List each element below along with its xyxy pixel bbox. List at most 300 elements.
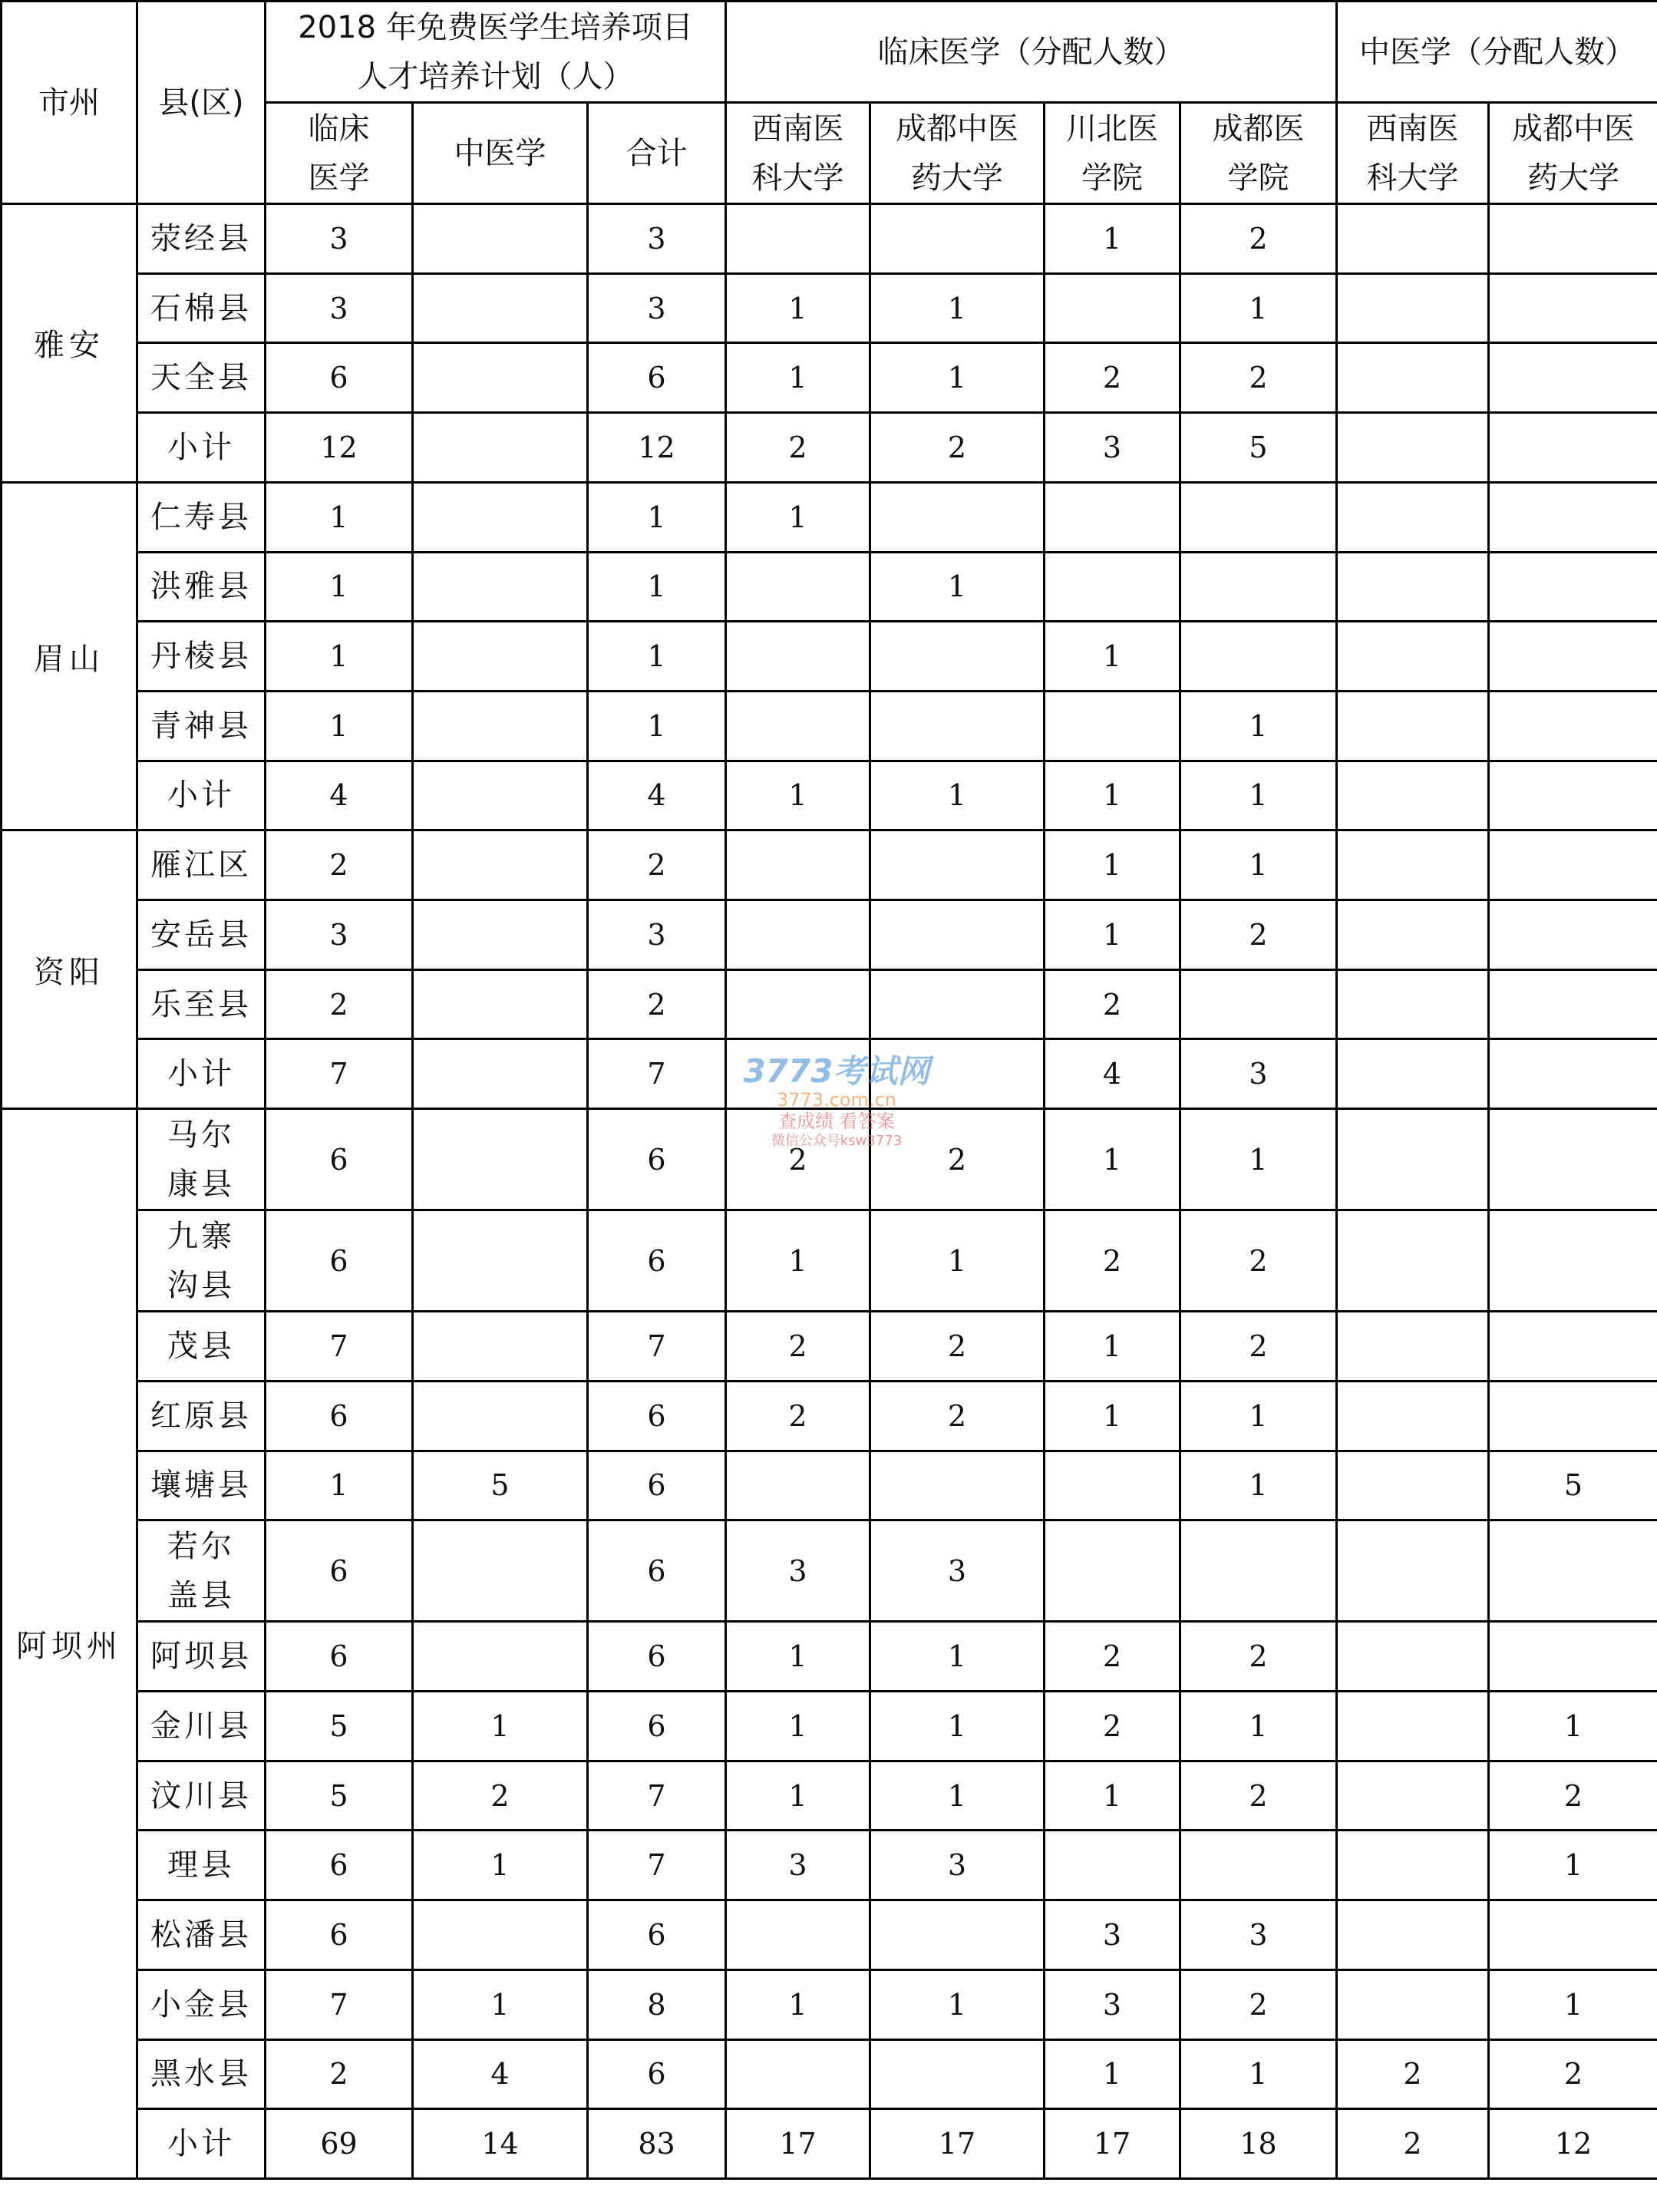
value-clinical-cdutcm (870, 969, 1045, 1039)
value-clinical-swmu: 3 (726, 1831, 870, 1900)
value-clinical-nsmc: 1 (1045, 1381, 1180, 1451)
value-plan-clinical: 7 (266, 1969, 413, 2039)
value-plan-clinical: 6 (266, 343, 413, 413)
value-plan-total: 4 (588, 761, 726, 830)
value-clinical-cdutcm: 1 (870, 343, 1045, 413)
value-clinical-nsmc: 2 (1045, 343, 1180, 413)
table-row (2, 830, 1657, 900)
value-tcm-cdutcm (1489, 482, 1657, 552)
value-plan-total: 6 (588, 2039, 726, 2109)
value-clinical-nsmc: 1 (1045, 622, 1180, 692)
value-plan-total: 2 (588, 969, 726, 1039)
value-tcm-swmu (1337, 1969, 1489, 2039)
value-clinical-cmc: 3 (1180, 1900, 1337, 1970)
value-plan-clinical: 2 (266, 2039, 413, 2109)
county-cell: 仁寿县 (137, 482, 266, 552)
county-cell: 洪雅县 (137, 552, 266, 622)
value-clinical-cdutcm: 17 (870, 2109, 1045, 2179)
value-plan-clinical: 2 (266, 830, 413, 900)
value-plan-tcm (413, 900, 588, 970)
value-plan-clinical: 6 (266, 1381, 413, 1451)
city-cell: 眉山 (2, 482, 137, 830)
value-clinical-cdutcm: 1 (870, 1210, 1045, 1312)
county-cell: 理县 (137, 1831, 266, 1900)
value-clinical-nsmc: 17 (1045, 2109, 1180, 2179)
value-plan-clinical: 1 (266, 622, 413, 692)
value-tcm-swmu (1337, 1622, 1489, 1692)
value-plan-total: 6 (588, 1900, 726, 1970)
value-clinical-cmc: 1 (1180, 273, 1337, 343)
header-plan-group: 2018 年免费医学生培养项目 人才培养计划（人） (266, 2, 726, 103)
value-plan-clinical: 7 (266, 1039, 413, 1109)
value-tcm-swmu (1337, 1692, 1489, 1761)
value-tcm-swmu (1337, 204, 1489, 274)
county-cell: 黑水县 (137, 2039, 266, 2109)
county-cell: 天全县 (137, 343, 266, 413)
value-plan-total: 6 (588, 1451, 726, 1520)
value-clinical-cdutcm (870, 1900, 1045, 1970)
value-plan-total: 1 (588, 691, 726, 761)
value-plan-tcm (413, 1520, 588, 1622)
value-tcm-cdutcm: 12 (1489, 2109, 1657, 2179)
subtotal-row (2, 413, 1657, 483)
value-tcm-swmu (1337, 482, 1489, 552)
county-cell: 雁江区 (137, 830, 266, 900)
table-row (2, 1520, 1657, 1622)
value-tcm-cdutcm (1489, 830, 1657, 900)
value-tcm-cdutcm: 1 (1489, 1831, 1657, 1900)
value-clinical-cmc: 2 (1180, 1969, 1337, 2039)
value-clinical-nsmc: 4 (1045, 1039, 1180, 1109)
value-plan-clinical: 1 (266, 552, 413, 622)
value-plan-tcm (413, 761, 588, 830)
value-clinical-swmu (726, 622, 870, 692)
value-plan-tcm: 1 (413, 1692, 588, 1761)
value-tcm-cdutcm: 1 (1489, 1692, 1657, 1761)
value-clinical-cdutcm: 1 (870, 1692, 1045, 1761)
value-plan-tcm: 14 (413, 2109, 588, 2179)
value-clinical-cdutcm (870, 204, 1045, 274)
value-plan-tcm (413, 552, 588, 622)
county-cell: 汶川县 (137, 1761, 266, 1831)
header-tcm-cdutcm: 成都中医 药大学 (1489, 103, 1657, 204)
value-clinical-swmu: 1 (726, 482, 870, 552)
value-clinical-cmc: 2 (1180, 204, 1337, 274)
value-tcm-swmu (1337, 413, 1489, 483)
value-tcm-swmu (1337, 552, 1489, 622)
value-tcm-cdutcm (1489, 343, 1657, 413)
value-tcm-cdutcm: 2 (1489, 2039, 1657, 2109)
watermark-logo: 3773考试网 (743, 1052, 930, 1090)
value-tcm-swmu (1337, 1312, 1489, 1382)
value-clinical-swmu (726, 900, 870, 970)
value-clinical-swmu (726, 204, 870, 274)
header-clinical-cmc: 成都医 学院 (1180, 103, 1337, 204)
value-clinical-cdutcm: 1 (870, 1969, 1045, 2039)
value-clinical-nsmc: 1 (1045, 900, 1180, 970)
value-tcm-cdutcm (1489, 204, 1657, 274)
value-clinical-nsmc (1045, 691, 1180, 761)
value-plan-tcm (413, 204, 588, 274)
value-clinical-swmu: 3 (726, 1520, 870, 1622)
value-clinical-swmu: 2 (726, 1381, 870, 1451)
header-plan-clinical: 临床 医学 (266, 103, 413, 204)
value-tcm-swmu (1337, 691, 1489, 761)
value-tcm-cdutcm: 5 (1489, 1451, 1657, 1520)
value-tcm-swmu (1337, 1761, 1489, 1831)
value-tcm-cdutcm (1489, 552, 1657, 622)
header-clinical-group: 临床医学（分配人数） (726, 2, 1337, 103)
value-clinical-swmu: 1 (726, 343, 870, 413)
value-plan-clinical: 6 (266, 1210, 413, 1312)
value-clinical-swmu: 1 (726, 1692, 870, 1761)
value-clinical-nsmc: 2 (1045, 1622, 1180, 1692)
value-clinical-cmc: 3 (1180, 1039, 1337, 1109)
value-plan-total: 7 (588, 1312, 726, 1382)
value-clinical-nsmc: 1 (1045, 761, 1180, 830)
value-clinical-cmc (1180, 482, 1337, 552)
value-plan-tcm: 5 (413, 1451, 588, 1520)
value-plan-total: 6 (588, 1692, 726, 1761)
county-cell: 九寨 沟县 (137, 1210, 266, 1312)
value-clinical-cdutcm: 1 (870, 1761, 1045, 1831)
value-clinical-swmu: 1 (726, 1969, 870, 2039)
value-plan-tcm (413, 1039, 588, 1109)
value-clinical-cmc: 5 (1180, 413, 1337, 483)
value-clinical-swmu (726, 1039, 870, 1109)
value-plan-total: 6 (588, 1109, 726, 1210)
city-cell: 阿坝州 (2, 1109, 137, 2179)
value-plan-total: 6 (588, 1381, 726, 1451)
value-tcm-cdutcm (1489, 761, 1657, 830)
value-clinical-cmc (1180, 552, 1337, 622)
subtotal-row (2, 761, 1657, 830)
value-tcm-swmu (1337, 1520, 1489, 1622)
value-clinical-cmc: 1 (1180, 1692, 1337, 1761)
value-clinical-swmu (726, 830, 870, 900)
value-plan-tcm (413, 482, 588, 552)
value-plan-tcm (413, 1900, 588, 1970)
value-tcm-cdutcm: 2 (1489, 1761, 1657, 1831)
value-plan-tcm (413, 413, 588, 483)
value-clinical-cmc (1180, 969, 1337, 1039)
value-plan-total: 3 (588, 204, 726, 274)
value-tcm-swmu (1337, 830, 1489, 900)
value-clinical-cmc: 2 (1180, 900, 1337, 970)
value-plan-total: 2 (588, 830, 726, 900)
county-cell: 茂县 (137, 1312, 266, 1382)
value-clinical-cdutcm: 2 (870, 413, 1045, 483)
value-plan-clinical: 6 (266, 1109, 413, 1210)
value-clinical-swmu: 1 (726, 1761, 870, 1831)
value-clinical-cdutcm (870, 830, 1045, 900)
value-tcm-cdutcm: 1 (1489, 1969, 1657, 2039)
value-tcm-swmu (1337, 900, 1489, 970)
value-tcm-swmu (1337, 1451, 1489, 1520)
value-plan-total: 7 (588, 1039, 726, 1109)
value-clinical-cmc: 2 (1180, 1761, 1337, 1831)
value-tcm-cdutcm (1489, 1312, 1657, 1382)
county-cell: 小计 (137, 761, 266, 830)
value-clinical-cdutcm: 2 (870, 1381, 1045, 1451)
county-cell: 壤塘县 (137, 1451, 266, 1520)
header-plan-tcm: 中医学 (413, 103, 588, 204)
value-plan-total: 1 (588, 622, 726, 692)
value-clinical-nsmc: 1 (1045, 1312, 1180, 1382)
header-clinical-cdutcm: 成都中医 药大学 (870, 103, 1045, 204)
value-plan-tcm: 4 (413, 2039, 588, 2109)
value-clinical-cdutcm: 1 (870, 273, 1045, 343)
value-clinical-cmc: 1 (1180, 1381, 1337, 1451)
table-row (2, 343, 1657, 413)
value-clinical-cdutcm (870, 482, 1045, 552)
county-cell: 小金县 (137, 1969, 266, 2039)
value-plan-tcm: 1 (413, 1969, 588, 2039)
value-clinical-nsmc: 1 (1045, 1761, 1180, 1831)
county-cell: 马尔 康县 (137, 1109, 266, 1210)
value-clinical-cdutcm: 2 (870, 1312, 1045, 1382)
value-plan-total: 3 (588, 900, 726, 970)
value-clinical-cmc: 1 (1180, 761, 1337, 830)
value-clinical-nsmc (1045, 1831, 1180, 1900)
table-row (2, 482, 1657, 552)
value-clinical-cdutcm: 1 (870, 552, 1045, 622)
value-clinical-swmu (726, 969, 870, 1039)
table-row (2, 969, 1657, 1039)
value-tcm-swmu (1337, 1831, 1489, 1900)
value-plan-tcm: 1 (413, 1831, 588, 1900)
table-row (2, 204, 1657, 274)
value-tcm-cdutcm (1489, 1039, 1657, 1109)
value-clinical-cmc: 2 (1180, 1622, 1337, 1692)
value-tcm-cdutcm (1489, 1109, 1657, 1210)
value-clinical-cmc: 1 (1180, 2039, 1337, 2109)
value-plan-clinical: 4 (266, 761, 413, 830)
value-plan-total: 6 (588, 1210, 726, 1312)
value-clinical-cmc (1180, 622, 1337, 692)
value-plan-clinical: 5 (266, 1761, 413, 1831)
value-clinical-cdutcm (870, 900, 1045, 970)
value-plan-clinical: 6 (266, 1831, 413, 1900)
value-plan-tcm (413, 830, 588, 900)
value-clinical-cmc: 18 (1180, 2109, 1337, 2179)
table-row (2, 273, 1657, 343)
county-cell: 丹棱县 (137, 622, 266, 692)
value-tcm-cdutcm (1489, 413, 1657, 483)
value-clinical-cdutcm: 3 (870, 1520, 1045, 1622)
county-cell: 金川县 (137, 1692, 266, 1761)
watermark-line2: 微信公众号ksw3773 (771, 1133, 903, 1149)
value-plan-clinical: 7 (266, 1312, 413, 1382)
value-tcm-cdutcm (1489, 1900, 1657, 1970)
value-plan-clinical: 6 (266, 1622, 413, 1692)
value-tcm-swmu (1337, 1381, 1489, 1451)
header-clinical-nsmc: 川北医 学院 (1045, 103, 1180, 204)
county-cell: 小计 (137, 2109, 266, 2179)
value-plan-tcm (413, 1381, 588, 1451)
value-tcm-cdutcm (1489, 273, 1657, 343)
value-clinical-cdutcm: 1 (870, 1622, 1045, 1692)
value-tcm-swmu (1337, 1900, 1489, 1970)
value-plan-tcm (413, 1622, 588, 1692)
value-clinical-cdutcm (870, 622, 1045, 692)
value-plan-clinical: 3 (266, 273, 413, 343)
table-row (2, 1761, 1657, 1831)
value-tcm-swmu (1337, 969, 1489, 1039)
county-cell: 青神县 (137, 691, 266, 761)
county-cell: 乐至县 (137, 969, 266, 1039)
value-clinical-nsmc (1045, 273, 1180, 343)
value-plan-clinical: 3 (266, 204, 413, 274)
value-tcm-swmu (1337, 1109, 1489, 1210)
value-clinical-nsmc: 2 (1045, 1692, 1180, 1761)
city-cell: 资阳 (2, 830, 137, 1109)
county-cell: 安岳县 (137, 900, 266, 970)
value-plan-clinical: 5 (266, 1692, 413, 1761)
value-clinical-cmc: 1 (1180, 1451, 1337, 1520)
header-row-1 (2, 2, 1657, 103)
value-clinical-nsmc: 3 (1045, 413, 1180, 483)
value-clinical-swmu: 1 (726, 1210, 870, 1312)
value-clinical-cmc: 2 (1180, 343, 1337, 413)
value-plan-clinical: 2 (266, 969, 413, 1039)
county-cell: 荥经县 (137, 204, 266, 274)
value-plan-total: 83 (588, 2109, 726, 2179)
value-clinical-nsmc: 1 (1045, 830, 1180, 900)
value-clinical-swmu (726, 1900, 870, 1970)
table-row (2, 1969, 1657, 2039)
table-row (2, 552, 1657, 622)
value-clinical-nsmc (1045, 552, 1180, 622)
value-plan-tcm (413, 622, 588, 692)
value-tcm-cdutcm (1489, 1520, 1657, 1622)
value-tcm-swmu (1337, 622, 1489, 692)
value-clinical-cmc: 1 (1180, 830, 1337, 900)
value-clinical-swmu: 1 (726, 273, 870, 343)
county-cell: 小计 (137, 1039, 266, 1109)
value-plan-tcm (413, 969, 588, 1039)
table-row (2, 1831, 1657, 1900)
table-row (2, 1109, 1657, 1210)
value-tcm-cdutcm (1489, 1210, 1657, 1312)
county-cell: 松潘县 (137, 1900, 266, 1970)
value-clinical-cmc: 1 (1180, 1109, 1337, 1210)
county-cell: 红原县 (137, 1381, 266, 1451)
value-clinical-nsmc (1045, 482, 1180, 552)
value-plan-tcm (413, 343, 588, 413)
city-cell: 雅安 (2, 204, 137, 483)
table-row (2, 1210, 1657, 1312)
value-plan-tcm (413, 1109, 588, 1210)
value-clinical-nsmc: 1 (1045, 2039, 1180, 2109)
table-row (2, 1381, 1657, 1451)
value-plan-clinical: 69 (266, 2109, 413, 2179)
county-cell: 石棉县 (137, 273, 266, 343)
value-plan-tcm (413, 1210, 588, 1312)
value-clinical-nsmc: 1 (1045, 204, 1180, 274)
value-clinical-nsmc (1045, 1451, 1180, 1520)
value-clinical-cmc: 2 (1180, 1312, 1337, 1382)
table-row (2, 1312, 1657, 1382)
header-city: 市州 (2, 2, 137, 204)
table-row (2, 1622, 1657, 1692)
table-row (2, 622, 1657, 692)
value-tcm-cdutcm (1489, 622, 1657, 692)
value-plan-total: 1 (588, 482, 726, 552)
county-cell: 阿坝县 (137, 1622, 266, 1692)
subtotal-row (2, 1039, 1657, 1109)
watermark-site: 3773.com.cn (777, 1089, 896, 1111)
table-row (2, 691, 1657, 761)
value-tcm-swmu: 2 (1337, 2109, 1489, 2179)
value-clinical-cmc: 2 (1180, 1210, 1337, 1312)
value-plan-clinical: 1 (266, 482, 413, 552)
value-clinical-nsmc: 3 (1045, 1969, 1180, 2039)
table-row (2, 900, 1657, 970)
value-plan-total: 6 (588, 1520, 726, 1622)
value-clinical-cdutcm: 1 (870, 761, 1045, 830)
table-body (2, 204, 1657, 2179)
value-clinical-swmu (726, 552, 870, 622)
value-tcm-cdutcm (1489, 1381, 1657, 1451)
value-tcm-swmu (1337, 1210, 1489, 1312)
value-clinical-cdutcm (870, 1451, 1045, 1520)
value-clinical-nsmc: 2 (1045, 1210, 1180, 1312)
value-plan-clinical: 3 (266, 900, 413, 970)
value-plan-clinical: 6 (266, 1900, 413, 1970)
value-clinical-cmc (1180, 1831, 1337, 1900)
value-plan-total: 1 (588, 552, 726, 622)
value-clinical-cdutcm: 3 (870, 1831, 1045, 1900)
county-cell: 若尔 盖县 (137, 1520, 266, 1622)
value-clinical-nsmc: 2 (1045, 969, 1180, 1039)
value-plan-clinical: 1 (266, 1451, 413, 1520)
value-plan-tcm (413, 273, 588, 343)
header-plan-total: 合计 (588, 103, 726, 204)
value-clinical-swmu (726, 691, 870, 761)
value-tcm-swmu (1337, 1039, 1489, 1109)
value-clinical-cmc (1180, 1520, 1337, 1622)
value-tcm-cdutcm (1489, 691, 1657, 761)
value-clinical-swmu: 2 (726, 1109, 870, 1210)
value-clinical-nsmc: 3 (1045, 1900, 1180, 1970)
value-plan-tcm: 2 (413, 1761, 588, 1831)
value-clinical-cmc: 1 (1180, 691, 1337, 761)
value-tcm-swmu (1337, 761, 1489, 830)
table-row (2, 2039, 1657, 2109)
value-plan-clinical: 12 (266, 413, 413, 483)
value-tcm-swmu: 2 (1337, 2039, 1489, 2109)
value-plan-clinical: 6 (266, 1520, 413, 1622)
value-clinical-nsmc: 1 (1045, 1109, 1180, 1210)
value-clinical-swmu: 1 (726, 761, 870, 830)
value-plan-total: 3 (588, 273, 726, 343)
value-tcm-cdutcm (1489, 900, 1657, 970)
value-clinical-swmu (726, 1451, 870, 1520)
value-clinical-swmu: 2 (726, 1312, 870, 1382)
value-clinical-swmu: 1 (726, 1622, 870, 1692)
table-row (2, 1692, 1657, 1761)
value-clinical-cdutcm (870, 2039, 1045, 2109)
value-plan-total: 6 (588, 343, 726, 413)
value-clinical-cdutcm: 2 (870, 1109, 1045, 1210)
value-clinical-swmu: 17 (726, 2109, 870, 2179)
value-clinical-swmu: 2 (726, 413, 870, 483)
header-county: 县(区) (137, 2, 266, 204)
county-cell: 小计 (137, 413, 266, 483)
value-clinical-swmu (726, 2039, 870, 2109)
watermark-line1: 查成绩 看答案 (778, 1111, 895, 1132)
